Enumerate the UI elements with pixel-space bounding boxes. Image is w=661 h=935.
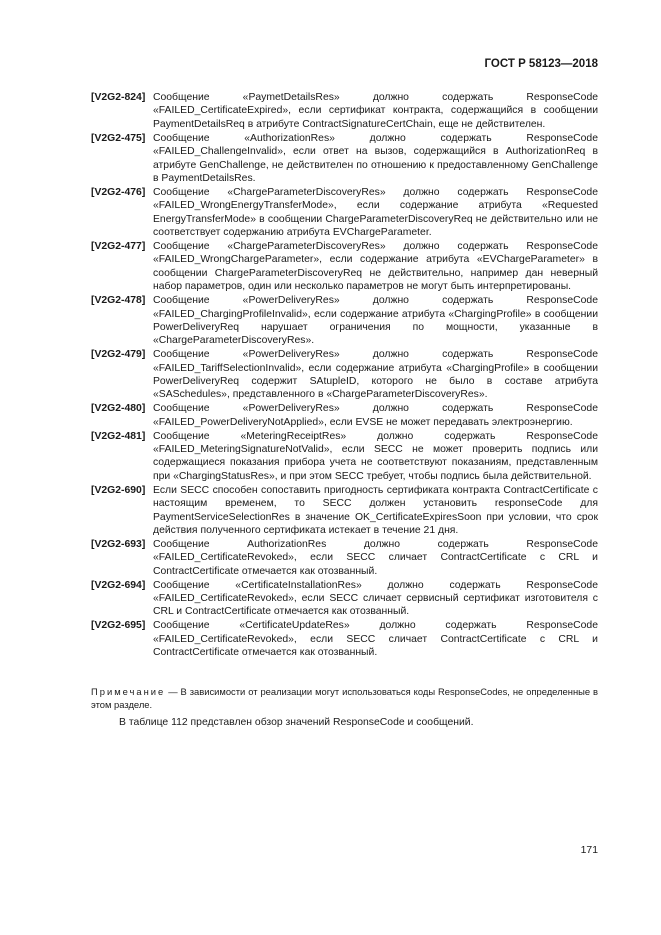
requirement-item xyxy=(91,132,598,186)
requirement-text: Сообщение «PowerDeliveryRes» должно содержать ResponseCode «FAILED_TariffSelectionInvalid», если содержание атрибута «ChargingProfile» в сообщении PowerDeliveryReq содержит SAtupleID, которого не было в составе атрибута «SASchedules», представленного в «ChargeParameterDiscoveryRes». xyxy=(153,349,598,401)
note-text: — В зависимости от реализации могут использоваться коды ResponseCodes, не определенные в этом разделе. xyxy=(91,686,598,710)
paragraph-text: В таблице 112 представлен обзор значений ResponseCode и сообщений. xyxy=(119,717,474,728)
requirement-text: Сообщение «PowerDeliveryRes» должно содержать ResponseCode «FAILED_PowerDeliveryNotApplied», если EVSE не может передавать электроэнергию. xyxy=(153,403,598,428)
requirement-id: [V2G2-476] xyxy=(91,186,146,198)
requirement-item xyxy=(91,538,598,578)
requirement-id: [V2G2-479] xyxy=(91,349,146,361)
requirement-item xyxy=(91,402,598,429)
requirement-text: Сообщение «CertificateInstallationRes» должно содержать ResponseCode «FAILED_CertificateRevoked», если SECC сличает сервисный сертификат изготовителя с CRL и ContractCertificate отмечается как отозванный. xyxy=(153,579,598,618)
requirement-item xyxy=(91,91,598,131)
requirement-id: [V2G2-690] xyxy=(91,484,146,496)
requirement-item xyxy=(91,348,598,402)
requirement-id: [V2G2-824] xyxy=(91,92,146,103)
note xyxy=(91,686,598,711)
page-number: 171 xyxy=(580,845,598,856)
requirement-id: [V2G2-694] xyxy=(91,579,146,591)
requirement-item xyxy=(91,240,598,294)
requirement-item xyxy=(91,186,598,240)
requirement-id: [V2G2-478] xyxy=(91,295,146,307)
requirement-text: Сообщение «MeteringReceiptRes» должно содержать ResponseCode «FAILED_MeteringSignatureNotValid», если SECC не может проверить подпись или содержащиеся показания прибора учета не соответствуют показаниям, представленным при «ChargingStatusRes», и при этом SECC требует, чтобы подпись была действительной. xyxy=(153,430,598,482)
requirement-text: Сообщение «AuthorizationRes» должно содержать ResponseCode «FAILED_ChallengeInvalid», если ответ на вызов, содержащийся в AuthorizationReq в атрибуте GenChallenge, не действителен по отношению к предоставленному GenChallenge в PaymentDetailsRes. xyxy=(153,132,598,184)
requirement-id: [V2G2-481] xyxy=(91,430,146,442)
requirement-id: [V2G2-480] xyxy=(91,403,146,415)
requirement-item xyxy=(91,619,598,659)
requirement-id: [V2G2-475] xyxy=(91,132,146,144)
requirement-item xyxy=(91,484,598,538)
requirements-list xyxy=(91,91,598,660)
note-label: Примечание xyxy=(91,686,166,697)
requirement-item xyxy=(91,579,598,619)
requirement-id: [V2G2-695] xyxy=(91,620,146,632)
body-paragraph xyxy=(91,716,598,729)
requirement-id: [V2G2-477] xyxy=(91,240,146,252)
requirement-text: Если SECC способен сопоставить пригодность сертификата контракта ContractCertificate с настоящим временем, то SECC должен установить responseCode для PaymentServiceSelectionRes в значение OK_CertificateExpiresSoon при условии, что срок действия полученного сертификата истекает в течение 21 дня. xyxy=(153,484,598,536)
document-header: ГОСТ Р 58123—2018 xyxy=(484,58,598,70)
requirement-item xyxy=(91,430,598,484)
requirement-item xyxy=(91,294,598,348)
requirement-id: [V2G2-693] xyxy=(91,538,146,550)
requirement-text: Сообщение «PowerDeliveryRes» должно содержать ResponseCode «FAILED_ChargingProfileInvalid», если содержание атрибута «ChargingProfile» в сообщении PowerDeliveryReq нарушает ограничения по мощности, указанные в «ChargeParameterDiscoveryRes». xyxy=(153,295,598,347)
requirement-text: Сообщение «ChargeParameterDiscoveryRes» должно содержать ResponseCode «FAILED_WrongEnergyTransferMode», если содержание атрибута «Requested EnergyTransferMode» в сообщении ChargeParameterDiscoveryReq не действительно или не соответствует содержанию атрибута EVChargeParameter. xyxy=(153,186,598,239)
requirement-text: Сообщение «ChargeParameterDiscoveryRes» должно содержать ResponseCode «FAILED_WrongChargeParameter», если содержание атрибута «EVChargeParameter» в сообщении ChargeParameterDiscoveryReq не действительно, например дан неверный набор параметров, один или несколько параметров не могут быть интерпретированы. xyxy=(153,240,598,293)
requirement-text: Сообщение «PaymetDetailsRes» должно содержать ResponseCode «FAILED_CertificateExpired», если сертификат контракта, содержащийся в сообщении PaymentDetailsReq в атрибуте ContractSignatureCertChain, еще не действителен. xyxy=(153,92,598,130)
requirement-text: Сообщение AuthorizationRes должно содержать ResponseCode «FAILED_CertificateRevoked», если SECC сличает ContractCertificate с CRL и ContractCertificate отмечается как отозванный. xyxy=(153,538,598,577)
requirement-text: Сообщение «CertificateUpdateRes» должно содержать ResponseCode «FAILED_CertificateRevoked», если SECC сличает ContractCertificate с CRL и ContractCertificate отмечается как отозванный. xyxy=(153,620,598,659)
